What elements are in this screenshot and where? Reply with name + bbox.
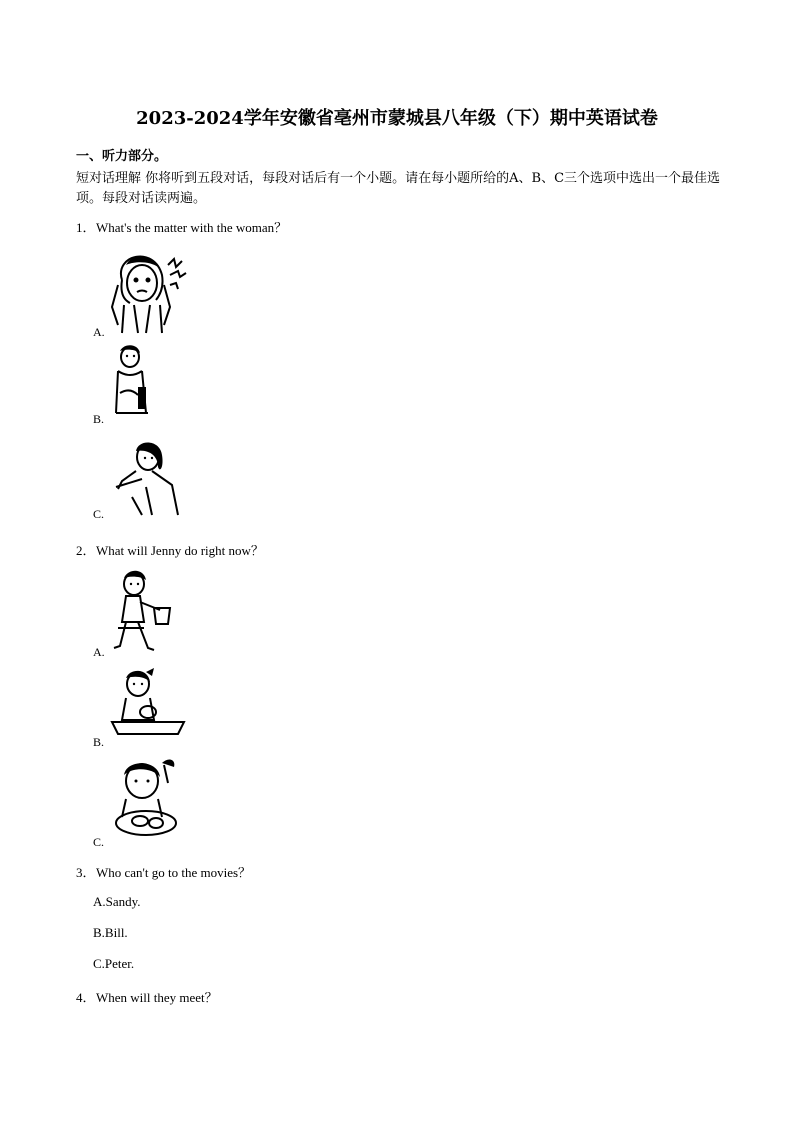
- girl-washing-clothes-icon: [106, 755, 184, 841]
- woman-sore-throat-icon: [112, 437, 182, 517]
- question-4: [76, 987, 218, 1006]
- question-number: 4．: [76, 990, 96, 1005]
- option-a: A.Sandy.: [93, 894, 141, 909]
- question-number: 3．: [76, 865, 96, 880]
- option-c: C.Peter.: [93, 956, 135, 971]
- question-number: 2．: [76, 543, 96, 558]
- option-label: C.: [93, 507, 105, 521]
- option-label: A.: [93, 325, 105, 339]
- instructions-text: 短对话理解 你将听到五段对话，每段对话后有一个小题。请在每小题所给的A、B、C三个选项中选出一个最佳选项。每段对话读两遍。: [76, 171, 721, 206]
- option-label: B.: [93, 735, 105, 749]
- option-label: C.: [93, 835, 105, 849]
- question-number: 1．: [76, 220, 96, 235]
- exam-title: 2023-2024学年安徽省亳州市蒙城县八年级（下）期中英语试卷: [136, 108, 658, 129]
- question-text: What will Jenny do right now？: [96, 543, 264, 558]
- question-text: When will they meet？: [96, 990, 218, 1005]
- girl-carrying-bucket-icon: [108, 568, 178, 656]
- question-text: What's the matter with the woman？: [96, 220, 288, 235]
- option-label: A.: [93, 645, 105, 659]
- woman-stomachache-icon: [108, 343, 154, 423]
- woman-headache-icon: [104, 245, 188, 335]
- question-text: Who can't go to the movies？: [96, 865, 252, 880]
- section-heading: 一、听力部分。: [76, 149, 168, 164]
- question-2: [76, 540, 264, 559]
- question-1: [76, 217, 287, 236]
- option-b: B.Bill.: [93, 925, 128, 940]
- girl-washing-dishes-icon: [108, 668, 188, 738]
- question-3: [76, 862, 251, 881]
- option-label: B.: [93, 412, 105, 426]
